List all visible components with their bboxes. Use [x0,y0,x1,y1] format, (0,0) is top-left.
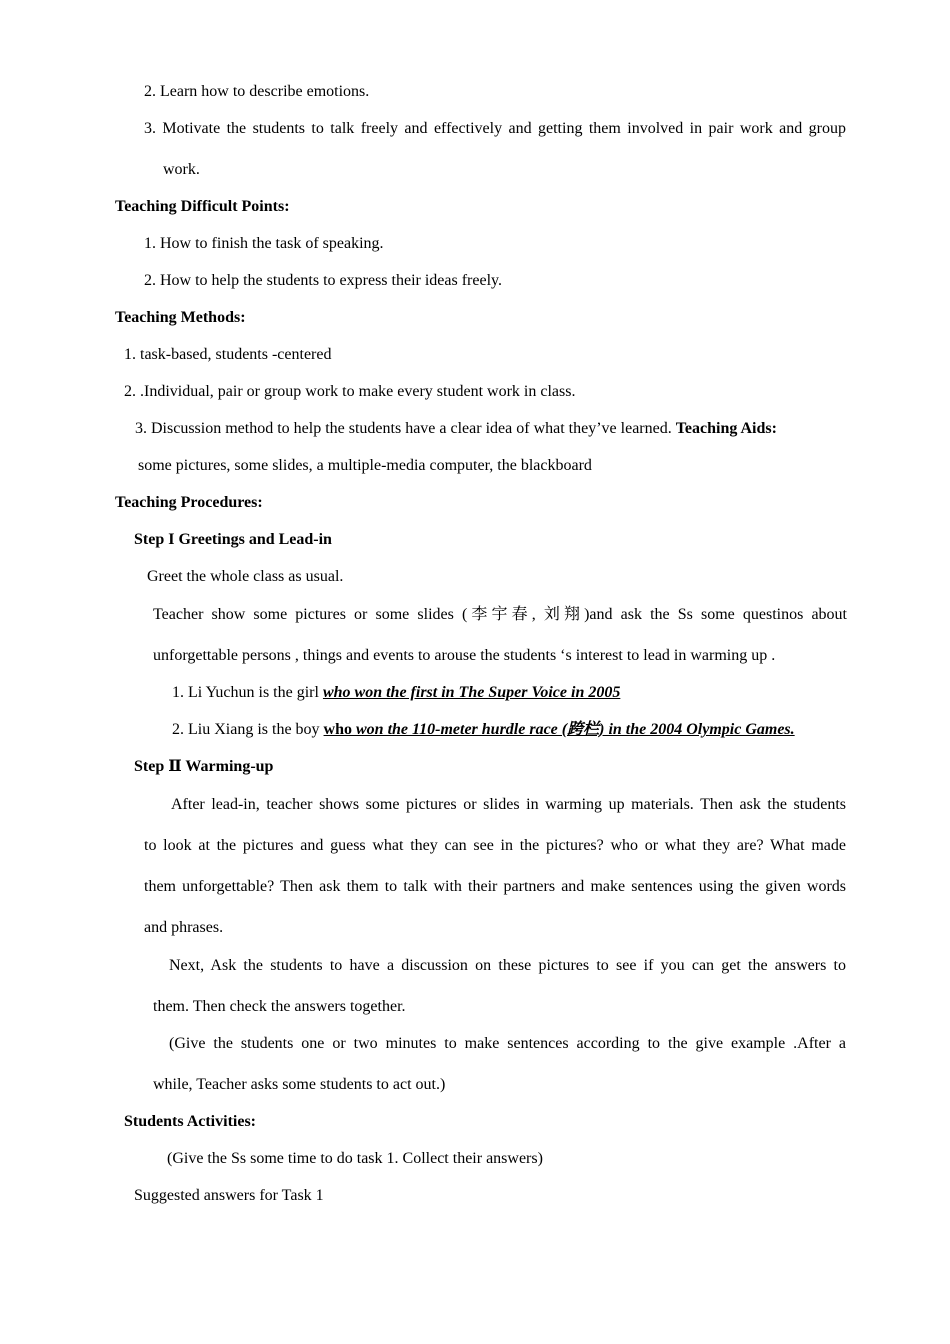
method-2: 2. .Individual, pair or group work to make every student work in class. [124,383,576,400]
students-activities-note: (Give the Ss some time to do task 1. Collect their answers) [167,1150,543,1167]
students-activities-heading: Students Activities: [124,1113,256,1130]
example-1-clause: who won the first in The Super Voice in 2005 [322,684,621,701]
step2-para1-line3: them unforgettable? Then ask them to talk with their partners and make sentences using the given words [144,878,846,895]
method-3-text: 3. Discussion method to help the students have a clear idea of what they’ve learned. [135,420,672,437]
method-3 [135,419,777,439]
step2-para1-line4: and phrases. [144,919,224,936]
step2-para3-line1: (Give the students one or two minutes to make sentences according to the give example .After a [169,1035,846,1052]
methods-heading: Teaching Methods: [115,309,246,326]
example-2-who: who [323,721,352,738]
difficult-point-1: 1. How to finish the task of speaking. [144,235,384,252]
suggested-answers-label: Suggested answers for Task 1 [134,1187,324,1204]
method-1: 1. task-based, students -centered [124,346,332,363]
step1-paragraph: Teacher show some pictures or some slides (李宇春, 刘翔)and ask the Ss some questinos about [153,606,847,623]
step1-example-1 [172,683,620,703]
example-2-prefix: 2. Liu Xiang is the boy [172,721,324,738]
step1-greet: Greet the whole class as usual. [147,568,344,585]
example-2-clause: won the 110-meter hurdle race (跨栏) in the 2004 Olympic Games. [352,721,795,738]
step1-example-2 [172,720,795,740]
objective-item-3-cont: work. [163,161,200,178]
step2-para1-line1: After lead-in, teacher shows some pictures or slides in warming up materials. Then ask the students [171,796,846,813]
difficult-point-2: 2. How to help the students to express their ideas freely. [144,272,502,289]
difficult-points-heading: Teaching Difficult Points: [115,198,290,215]
procedures-heading: Teaching Procedures: [115,494,263,511]
step2-para2-line2: them. Then check the answers together. [153,998,406,1015]
step2-para2-line1: Next, Ask the students to have a discussion on these pictures to see if you can get the answers to [169,957,846,974]
teaching-aids-heading: Teaching Aids: [675,420,777,437]
objective-item-3: 3. Motivate the students to talk freely and effectively and getting them involved in pair work and group [144,120,846,137]
step2-para3-line2: while, Teacher asks some students to act out.) [153,1076,446,1093]
step1-paragraph-cont: unforgettable persons , things and events to arouse the students ‘s interest to lead in warming up . [153,647,776,664]
example-1-prefix: 1. Li Yuchun is the girl [172,684,323,701]
objective-item-2: 2. Learn how to describe emotions. [144,83,370,100]
step1-heading: Step I Greetings and Lead-in [134,531,332,548]
teaching-aids-text: some pictures, some slides, a multiple-media computer, the blackboard [138,457,592,474]
step2-para1-line2: to look at the pictures and guess what they can see in the pictures? who or what they are? What made [144,837,846,854]
step2-heading: Step Ⅱ Warming-up [134,758,274,775]
